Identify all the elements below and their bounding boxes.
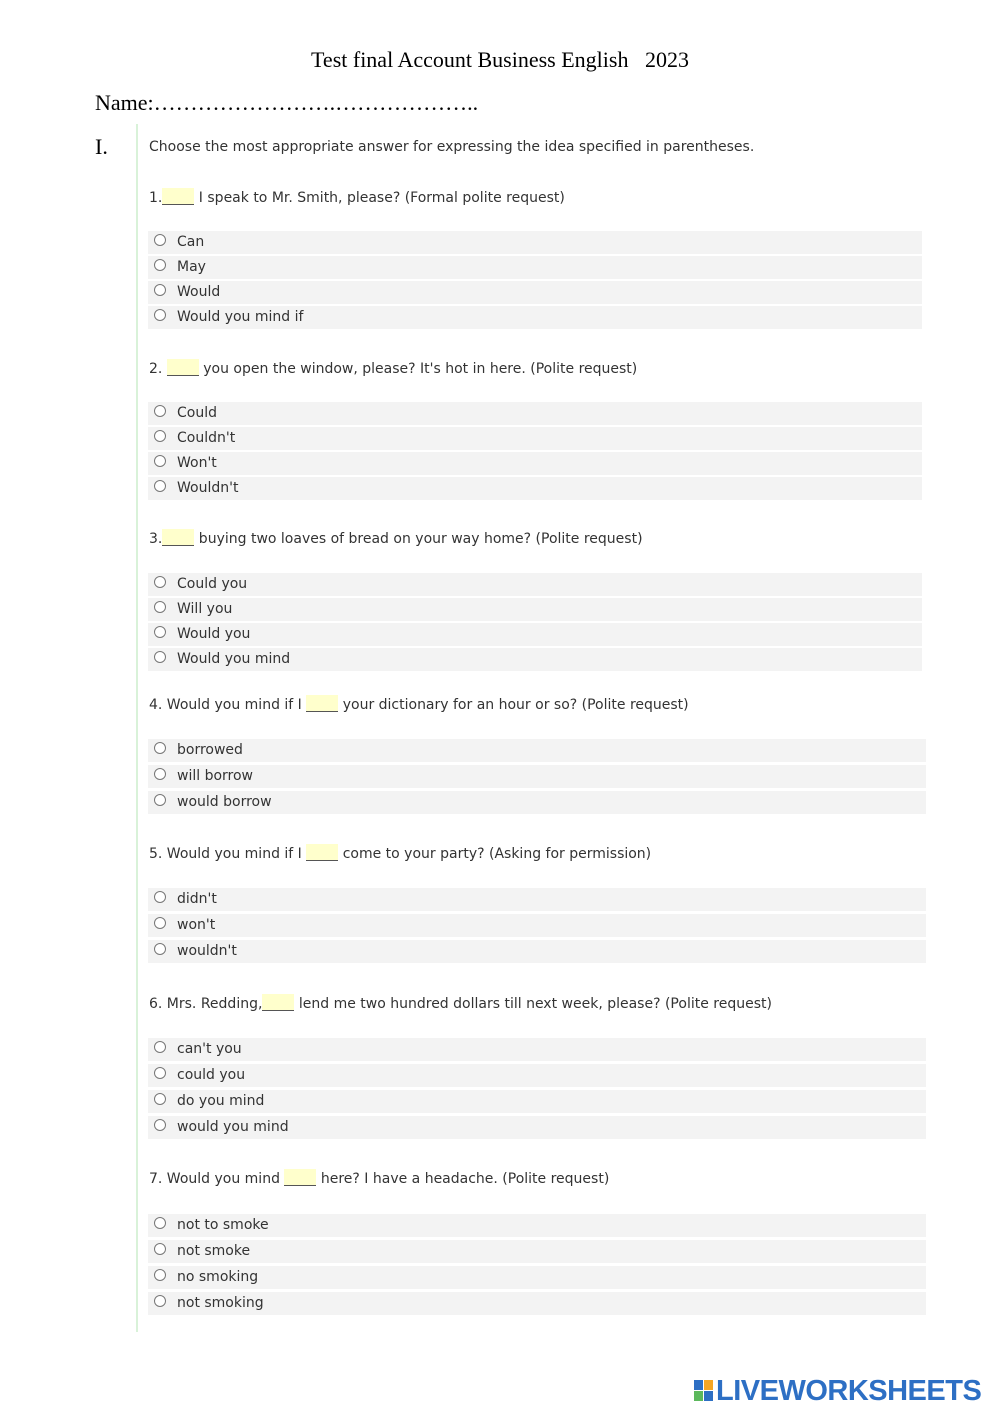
q1-option-3[interactable]	[148, 281, 922, 304]
option-label: Would you mind	[177, 651, 291, 667]
question-4	[149, 695, 689, 713]
logo-text: LIVEWORKSHEETS	[716, 1374, 982, 1407]
option-label: Would you mind if	[177, 309, 304, 325]
logo-square	[704, 1391, 713, 1401]
q4-option-3[interactable]	[148, 791, 926, 814]
q4-option-2[interactable]	[148, 765, 926, 788]
question-4-suffix: your dictionary for an hour or so? (Polite request)	[338, 697, 689, 713]
q5-option-3[interactable]	[148, 940, 926, 963]
q3-option-1[interactable]	[148, 573, 922, 596]
answer-blank[interactable]	[162, 188, 194, 205]
option-label: Could you	[177, 576, 248, 592]
question-6	[149, 994, 772, 1012]
radio-button[interactable]	[154, 1217, 166, 1229]
question-1-prefix: 1.	[149, 190, 163, 206]
q3-option-3[interactable]	[148, 623, 922, 646]
radio-button[interactable]	[154, 768, 166, 780]
radio-button[interactable]	[154, 1243, 166, 1255]
option-label: Wouldn't	[177, 480, 239, 496]
question-2-prefix: 2.	[149, 361, 167, 377]
question-7-suffix: here? I have a headache. (Polite request)	[316, 1171, 610, 1187]
radio-button[interactable]	[154, 943, 166, 955]
q7-option-3[interactable]	[148, 1266, 926, 1289]
option-label: May	[177, 259, 206, 275]
radio-button[interactable]	[154, 794, 166, 806]
option-label: Will you	[177, 601, 233, 617]
option-label: didn't	[177, 891, 217, 907]
question-4-prefix: 4. Would you mind if I	[149, 697, 307, 713]
radio-button[interactable]	[154, 1295, 166, 1307]
option-label: not to smoke	[177, 1217, 269, 1233]
question-2-suffix: you open the window, please? It's hot in here. (Polite request)	[198, 361, 638, 377]
option-label: wouldn't	[177, 943, 237, 959]
q1-option-4[interactable]	[148, 306, 922, 329]
option-label: would you mind	[177, 1119, 289, 1135]
option-label: Would you	[177, 626, 251, 642]
answer-blank[interactable]	[262, 994, 294, 1011]
question-5	[149, 844, 651, 862]
q7-option-4[interactable]	[148, 1292, 926, 1315]
q6-option-1[interactable]	[148, 1038, 926, 1061]
question-6-prefix: 6. Mrs. Redding,	[149, 996, 263, 1012]
q1-option-2[interactable]	[148, 256, 922, 279]
radio-button[interactable]	[154, 430, 166, 442]
question-7-prefix: 7. Would you mind	[149, 1171, 285, 1187]
radio-button[interactable]	[154, 1119, 166, 1131]
option-label: can't you	[177, 1041, 242, 1057]
logo-square	[704, 1380, 713, 1390]
option-label: Won't	[177, 455, 217, 471]
option-label: Can	[177, 234, 205, 250]
radio-button[interactable]	[154, 917, 166, 929]
radio-button[interactable]	[154, 651, 166, 663]
radio-button[interactable]	[154, 259, 166, 271]
option-label: do you mind	[177, 1093, 265, 1109]
q2-option-2[interactable]	[148, 427, 922, 450]
question-3	[149, 529, 643, 547]
answer-blank[interactable]	[306, 844, 338, 861]
question-1	[149, 188, 565, 206]
question-5-prefix: 5. Would you mind if I	[149, 846, 307, 862]
radio-button[interactable]	[154, 234, 166, 246]
liveworksheets-logo	[694, 1375, 981, 1407]
q5-option-1[interactable]	[148, 888, 926, 911]
section-divider	[136, 124, 138, 1332]
option-label: Could	[177, 405, 217, 421]
radio-button[interactable]	[154, 1067, 166, 1079]
q5-option-2[interactable]	[148, 914, 926, 937]
radio-button[interactable]	[154, 1269, 166, 1281]
q2-option-1[interactable]	[148, 402, 922, 425]
option-label: not smoke	[177, 1243, 251, 1259]
q4-option-1[interactable]	[148, 739, 926, 762]
radio-button[interactable]	[154, 284, 166, 296]
radio-button[interactable]	[154, 455, 166, 467]
liveworksheets-logo-icon	[694, 1380, 714, 1402]
q2-option-3[interactable]	[148, 452, 922, 475]
answer-blank[interactable]	[162, 529, 194, 546]
q3-option-4[interactable]	[148, 648, 922, 671]
radio-button[interactable]	[154, 742, 166, 754]
radio-button[interactable]	[154, 576, 166, 588]
worksheet-title: Test final Account Business English 2023	[311, 47, 689, 72]
option-label: no smoking	[177, 1269, 259, 1285]
q7-option-2[interactable]	[148, 1240, 926, 1263]
option-label: Would	[177, 284, 221, 300]
question-7	[149, 1169, 609, 1187]
option-label: won't	[177, 917, 216, 933]
option-label: borrowed	[177, 742, 243, 758]
option-label: will borrow	[177, 768, 253, 784]
name-line: Name:…………………….………………..	[95, 90, 479, 115]
question-5-suffix: come to your party? (Asking for permission)	[338, 846, 652, 862]
radio-button[interactable]	[154, 891, 166, 903]
q6-option-3[interactable]	[148, 1090, 926, 1113]
q3-option-2[interactable]	[148, 598, 922, 621]
option-label: would borrow	[177, 794, 272, 810]
q6-option-4[interactable]	[148, 1116, 926, 1139]
radio-button[interactable]	[154, 405, 166, 417]
option-label: Couldn't	[177, 430, 236, 446]
question-3-prefix: 3.	[149, 531, 163, 547]
q6-option-2[interactable]	[148, 1064, 926, 1087]
logo-square	[694, 1391, 703, 1401]
section-instruction: Choose the most appropriate answer for expressing the idea specified in parentheses.	[149, 139, 755, 155]
radio-button[interactable]	[154, 1093, 166, 1105]
radio-button[interactable]	[154, 601, 166, 613]
question-6-suffix: lend me two hundred dollars till next week, please? (Polite request)	[294, 996, 772, 1012]
radio-button[interactable]	[154, 309, 166, 321]
question-1-suffix: I speak to Mr. Smith, please? (Formal polite request)	[194, 190, 565, 206]
question-2	[149, 359, 637, 377]
logo-square	[694, 1380, 703, 1390]
q7-option-1[interactable]	[148, 1214, 926, 1237]
radio-button[interactable]	[154, 480, 166, 492]
radio-button[interactable]	[154, 1041, 166, 1053]
question-3-suffix: buying two loaves of bread on your way home? (Polite request)	[194, 531, 643, 547]
option-label: not smoking	[177, 1295, 264, 1311]
q2-option-4[interactable]	[148, 477, 922, 500]
answer-blank[interactable]	[167, 359, 199, 376]
answer-blank[interactable]	[284, 1169, 316, 1186]
q1-option-1[interactable]	[148, 231, 922, 254]
answer-blank[interactable]	[306, 695, 338, 712]
radio-button[interactable]	[154, 626, 166, 638]
section-number: I.	[95, 134, 108, 159]
option-label: could you	[177, 1067, 246, 1083]
